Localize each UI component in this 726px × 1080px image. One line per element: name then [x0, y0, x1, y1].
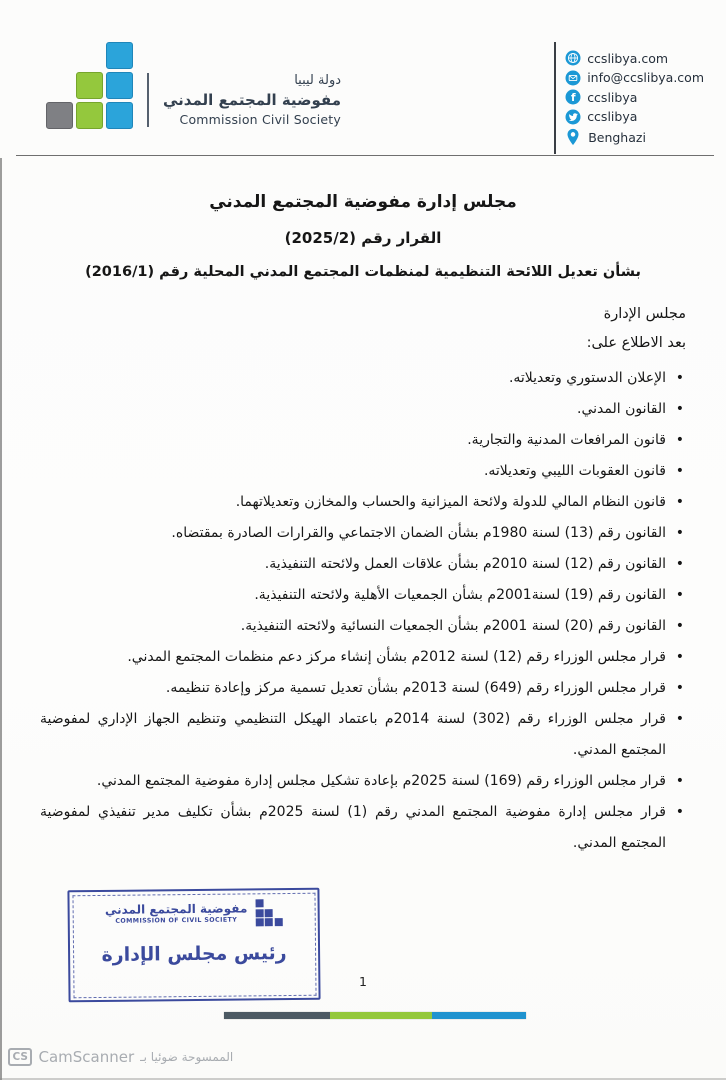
logo-block-blue	[106, 72, 133, 99]
footer-bar-blue-segment	[432, 1012, 526, 1019]
org-name-inner	[147, 73, 341, 127]
list-item: • القانون رقم (12) لسنة 2010م بشأن علاقات العمل ولائحته التنفيذية.	[40, 549, 686, 580]
document-title: مجلس إدارة مفوضية المجتمع المدني	[209, 192, 517, 212]
legal-references-list	[40, 363, 686, 859]
after-review-line: بعد الاطلاع على:	[586, 335, 686, 351]
list-item: • قانون العقوبات الليبي وتعديلاته.	[40, 456, 686, 487]
stamp-logo-mark	[255, 899, 282, 926]
board-line: مجلس الإدارة	[603, 306, 686, 322]
stamp-title: رئيس مجلس الإدارة	[101, 942, 287, 966]
website-text: ccslibya.com	[587, 50, 669, 66]
location-icon	[564, 128, 582, 146]
list-item: • القانون رقم (13) لسنة 1980م بشأن الضمان الاجتماعي والقرارات الصادرة بمقتضاه.	[40, 518, 686, 549]
logo-block-blue	[106, 42, 133, 69]
stamp-org-english: COMMISSION OF CIVIL SOCIETY	[115, 916, 238, 925]
document-body	[40, 170, 686, 859]
stamp-logo-block	[255, 918, 263, 926]
contact-row-location	[565, 128, 704, 146]
list-item: • الإعلان الدستوري وتعديلاته.	[40, 363, 686, 394]
footer-bar-gray-segment	[224, 1012, 330, 1019]
contact-row-website	[565, 50, 704, 66]
camscanner-arabic-text: الممسوحة ضوئيا بـ	[140, 1050, 234, 1064]
globe-icon	[565, 50, 581, 66]
letterhead	[46, 42, 704, 154]
list-item: • قرار مجلس الوزراء رقم (649) لسنة 2013م بشأن تعديل تسمية مركز وإعادة تنظيمه.	[40, 673, 686, 704]
stamp-logo-col	[274, 918, 282, 926]
stamp-logo-col	[265, 909, 273, 927]
org-logo	[46, 42, 133, 129]
page-number: 1	[359, 974, 367, 989]
header-divider-rule	[16, 155, 714, 156]
stamp-header	[78, 899, 310, 928]
contact-info	[554, 42, 704, 154]
stamp-logo-block	[255, 909, 263, 917]
list-item: • قرار مجلس إدارة مفوضية المجتمع المدني رقم (1) لسنة 2025م بشأن تكليف مدير تنفيذي لمفوضية المجتمع المدني.	[40, 797, 686, 859]
stamp-logo-col	[255, 899, 263, 926]
logo-block-blue	[106, 102, 133, 129]
list-item: • قانون النظام المالي للدولة ولائحة الميزانية والحساب والمخازن وتعديلاتهما.	[40, 487, 686, 518]
contact-row-email	[565, 70, 704, 86]
org-name-arabic: مفوضية المجتمع المدني	[163, 91, 342, 109]
twitter-text: ccslibya	[587, 109, 638, 124]
list-item: • قانون المرافعات المدنية والتجارية.	[40, 425, 686, 456]
org-name-block	[147, 73, 341, 127]
facebook-text: ccslibya	[587, 89, 638, 105]
stamp-org-arabic: مفوضية المجتمع المدني	[104, 901, 248, 917]
list-item: • قرار مجلس الوزراء رقم (302) لسنة 2014م باعتماد الهيكل التنظيمي وتنظيم الجهاز الإداري لمفوضية المجتمع المدني.	[40, 704, 686, 766]
logo-block-green	[76, 102, 103, 129]
camscanner-brand-text: CamScanner	[38, 1048, 135, 1066]
decision-number: القرار رقم (2025/2)	[284, 229, 442, 247]
logo-block-green	[76, 72, 103, 99]
stamp-logo-block	[274, 918, 282, 926]
org-name-english: Commission Civil Society	[179, 112, 342, 127]
email-icon	[565, 70, 581, 86]
contact-row-facebook	[565, 89, 704, 105]
logo-block-gray	[46, 102, 73, 129]
footer-color-bar	[224, 1012, 526, 1019]
email-text: info@ccslibya.com	[587, 70, 704, 85]
svg-text:f: f	[571, 92, 576, 104]
list-item: • القانون رقم (20) لسنة 2001م بشأن الجمعيات النسائية ولائحته التنفيذية.	[40, 611, 686, 642]
camscanner-watermark	[8, 1048, 233, 1066]
camscanner-icon: CS	[8, 1048, 32, 1066]
list-item: • القانون رقم (19) لسنة2001م بشأن الجمعيات الأهلية ولائحته التنفيذية.	[40, 580, 686, 611]
stamp-org-names	[105, 902, 248, 925]
location-text: Benghazi	[588, 129, 646, 145]
logo-col-gray	[46, 102, 73, 129]
footer-bar-green-segment	[330, 1012, 432, 1019]
list-item: • القانون المدني.	[40, 394, 686, 425]
scan-edge-artifact	[0, 158, 2, 1080]
stamp-logo-block	[265, 909, 273, 917]
org-country: دولة ليبيا	[294, 73, 342, 88]
list-item: • قرار مجلس الوزراء رقم (169) لسنة 2025م بإعادة تشكيل مجلس إدارة مفوضية المجتمع المدني.	[40, 766, 686, 797]
decision-subject: بشأن تعديل اللائحة التنظيمية لمنظمات المجتمع المدني المحلية رقم (2016/1)	[85, 264, 641, 280]
stamp-logo-block	[265, 918, 273, 926]
facebook-icon	[565, 89, 581, 105]
list-item: • قرار مجلس الوزراء رقم (12) لسنة 2012م بشأن إنشاء مركز دعم منظمات المجتمع المدني.	[40, 642, 686, 673]
logo-col-green	[76, 72, 103, 129]
org-brand	[46, 42, 341, 129]
logo-col-blue	[106, 42, 133, 129]
stamp-logo-block	[255, 899, 263, 907]
contact-row-twitter	[565, 109, 704, 125]
twitter-icon	[565, 109, 581, 125]
